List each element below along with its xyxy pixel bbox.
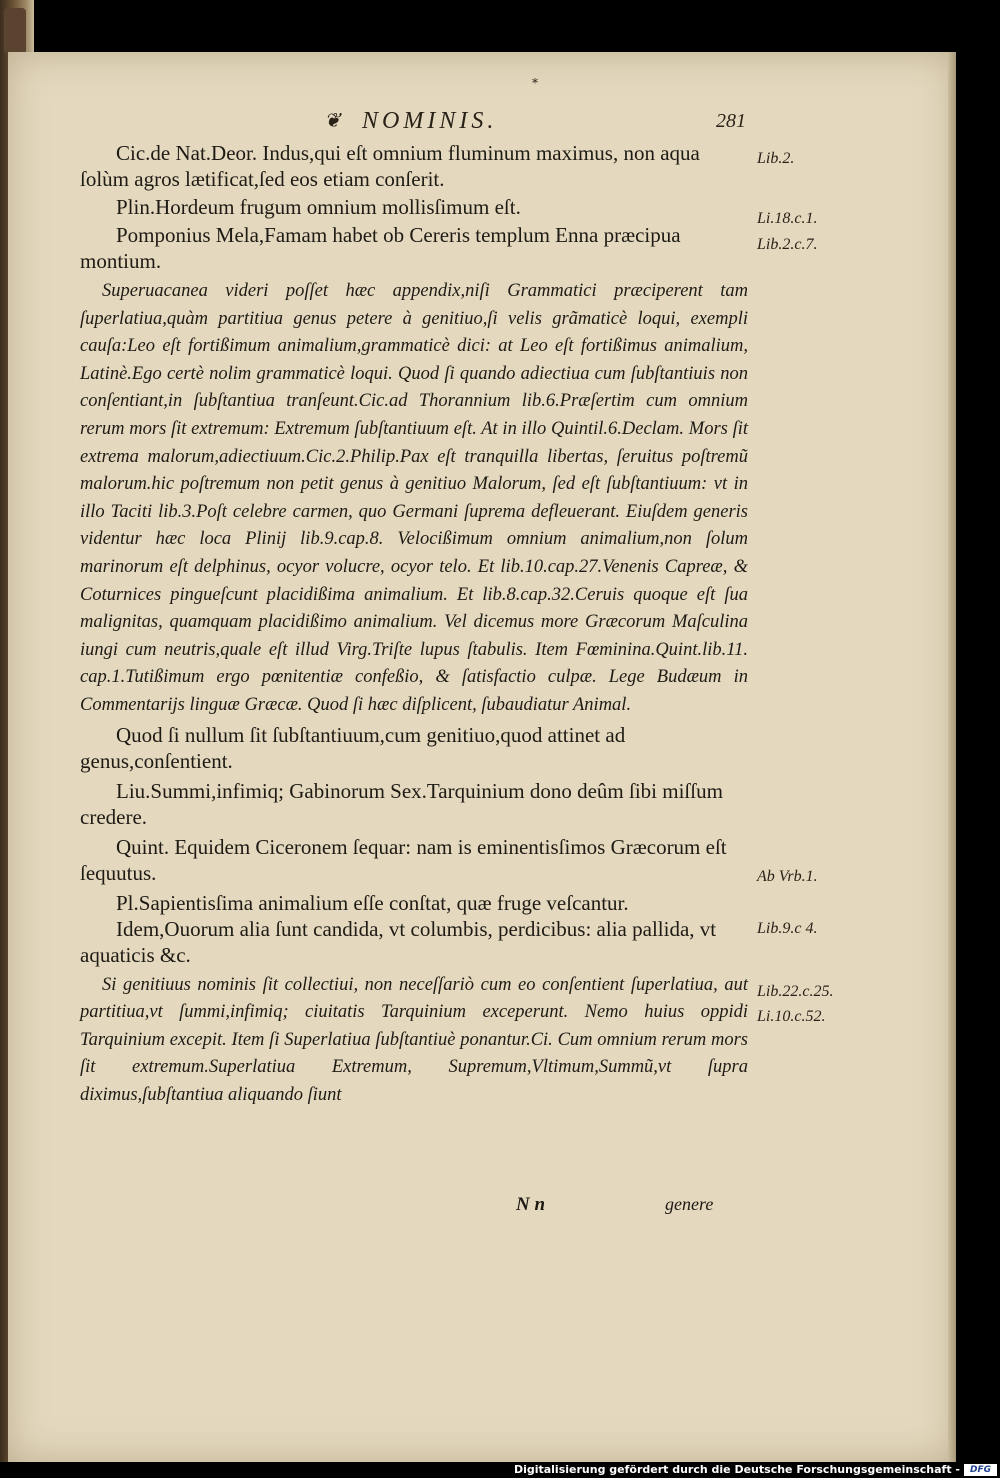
digitization-credit-bar <box>0 1462 1000 1478</box>
paragraph: Cic.de Nat.Deor. Indus,qui eſt omnium fluminum maximus, non aqua ſolùm agros lætificat,ſed eos etiam conſerit. <box>80 141 700 191</box>
credit-text: Digitalisierung gefördert durch die Deutsche Forschungsgemeinschaft - <box>513 1463 960 1476</box>
margin-note: Lib.2.c.7. <box>757 236 818 253</box>
signature-mark: N n <box>516 1194 546 1215</box>
catchword: genere <box>665 1194 714 1214</box>
body-text <box>80 140 748 1111</box>
margin-note: Lib.2. <box>757 150 795 167</box>
margin-note: Lib.22.c.25. <box>757 983 834 1000</box>
paragraph: Idem,Ouorum alia ſunt candida, vt columbis, perdicibus: alia pallida, vt aquaticis &c. <box>80 916 717 967</box>
paragraph: Pl.Sapientisſima animalium eſſe conſtat, quæ fruge veſcantur. <box>116 890 629 915</box>
running-title: NOMINIS. <box>362 108 498 134</box>
paragraph: Liu.Summi,infimiq; Gabinorum Sex.Tarquinium dono deûm ſibi miſſum credere. <box>80 778 723 829</box>
italic-commentary: Si genitiuus nominis ſit collectiui, non neceſſariò cum eo conſentient ſuperlatiua, aut partitiua,vt ſummi,infimiq; ciuitatis Tarquinium exceperunt. Nemo huius oppidi Tarquinium excepit. Item ſi Superlatiua ſubſtantiuè ponantur.Ci. Cum omnium rerum mors ſit extremum.Superlatiua Extremum, Supremum,Vltimum,Summũ,vt ſupra diximus,ſubſtantiua aliquando ſiunt <box>80 974 748 1105</box>
paragraph: Quint. Equidem Ciceronem ſequar: nam is eminentisſimos Græcorum eſt ſequutus. <box>80 834 727 885</box>
italic-commentary: Superuacanea videri poſſet hæc appendix,niſi Grammatici præciperent tam ſuperlatiua,quàm partitiua genus petere à genitiuo,ſi velis grãmaticè loqui, exempli cauſa:Leo eſt fortißimum animalium,grammaticè dici: at Leo eſt fortißimus animalium, Latinè.Ego certè nolim grammaticè loqui. Quod ſi quando adiectiua cum ſubſtantiuis non conſentiant,in ſubſtantiua tranſeunt.Cic.ad Thorannium lib.6.Præſertim cum omnium rerum mors ſit extremum: Extremum ſubſtantiuum eſt. At in illo Quintil.6.Declam. Mors ſit extrema malorum,adiectiuum.Cic.2.Philip.Pax eſt tranquilla libertas, ſeruitus poſtremũ malorum.hic poſtremum non petit genus à genitiuo Malorum, ſed eſt ſubſtantiuum: vt in illo Taciti lib.3.Poſt celebre carmen, quo Germani ſuprema defleuerant. Eiuſdem generis videntur hæc loca Plinij lib.9.cap.8. Velocißimum omnium animalium,non ſolum marinorum eſt delphinus, ocyor volucre, ocyor telo. Et lib.10.cap.27.Venenis Capreæ, & Coturnices pingueſcunt placidißima animalium. Et lib.8.cap.32.Ceruis quoque eſt ſua malignitas, quamquam placidißimo animalium. Vel dicemus more Græcorum Maſculina iungi cum neutris,quale eſt illud Virg.Triſte lupus ſtabulis. Item Fœminina.Quint.lib.11. cap.1.Tutißimum ergo pœnitentiæ confeßio, & ſatisfactio culpæ. Lege Budæum in Commentarijs linguæ Græcæ. Quod ſi hæc diſplicent, ſubaudiatur Animal. <box>80 281 748 715</box>
paragraph: Plin.Hordeum frugum omnium mollisſimum eſt. <box>116 195 521 219</box>
margin-note: Ab Vrb.1. <box>757 868 818 885</box>
paragraph: Quod ſi nullum ſit ſubſtantiuum,cum genitiuo,quod attinet ad genus,conſentient. <box>80 722 626 773</box>
margin-note: Lib.9.c 4. <box>757 920 818 937</box>
spine-clasp <box>4 8 26 54</box>
running-header <box>0 108 1000 138</box>
top-mark: * <box>532 76 538 90</box>
dfg-logo: DFG <box>964 1464 997 1476</box>
margin-note: Li.18.c.1. <box>757 210 818 227</box>
paragraph: Pomponius Mela,Famam habet ob Cereris templum Enna præcipua montium. <box>80 223 681 273</box>
fleuron-ornament: ❦ <box>324 110 341 132</box>
margin-note: Li.10.c.52. <box>757 1008 826 1025</box>
page-edge <box>948 52 956 1462</box>
page-number: 281 <box>716 110 746 132</box>
